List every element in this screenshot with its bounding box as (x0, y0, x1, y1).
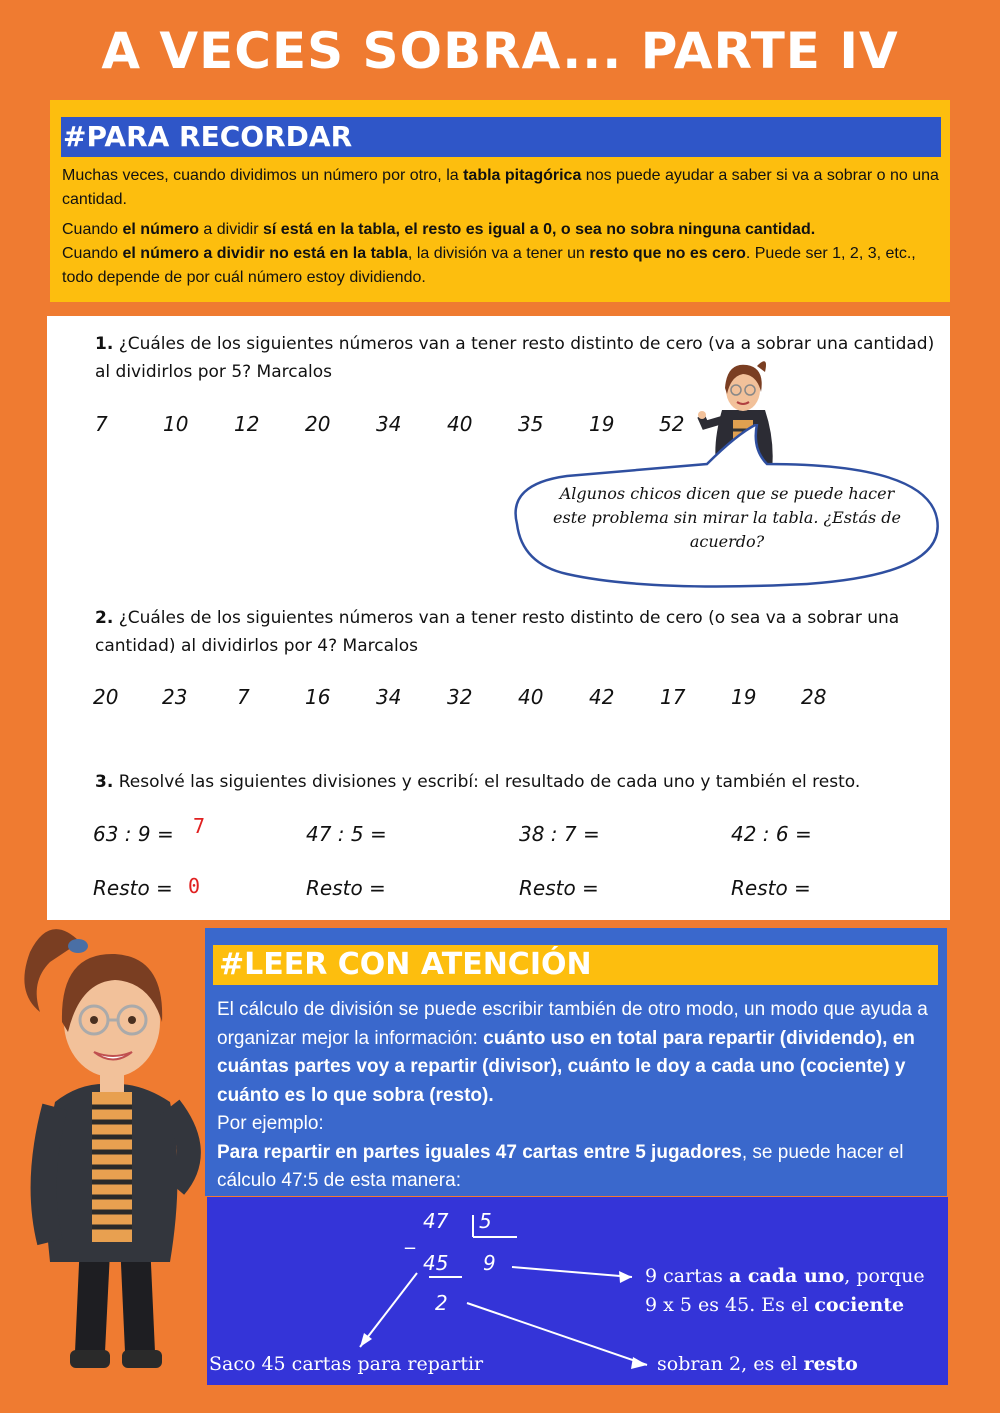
bold-text: resto (803, 1353, 858, 1375)
recordar-paragraph-3 (62, 242, 942, 290)
page-title: A VECES SOBRA... PARTE IV (101, 22, 899, 80)
number-option[interactable]: 35 (518, 412, 544, 436)
bold-text: el número (122, 221, 199, 238)
number-option[interactable]: 42 (589, 685, 615, 709)
division-expression: 63 : 9 = (93, 822, 174, 846)
text: , porque (844, 1265, 925, 1287)
minus-sign: _ (405, 1225, 415, 1249)
text: Por ejemplo: (217, 1113, 324, 1134)
exercise-number: 1. (95, 334, 114, 354)
text: El cálculo de división se puede escribir también de otro modo, un modo que ayuda a organizar mejor la información: (217, 999, 928, 1049)
number-option[interactable]: 10 (163, 412, 189, 436)
text: , la división va a tener un (407, 245, 590, 262)
speech-bubble-text: Algunos chicos dicen que se puede hacer este problema sin mirar la tabla. ¿Estás de acuerdo? (553, 484, 901, 551)
number-option[interactable]: 20 (93, 685, 119, 709)
bold-text: cuánto uso en total para repartir (dividendo), en cuántas partes voy a repartir (divisor), cuánto le doy a cada uno (cociente) y cuánto es lo que sobra (resto). (217, 1027, 915, 1106)
number-option[interactable]: 23 (162, 685, 188, 709)
resto-label: Resto = (519, 876, 599, 900)
text: 9 cartas (645, 1265, 729, 1287)
exercise-number: 2. (95, 608, 114, 628)
bold-text: resto que no es cero (589, 245, 746, 262)
number-option[interactable]: 52 (659, 412, 685, 436)
text: nos puede ayudar a saber si va a sobrar o no una cantidad. (62, 167, 939, 208)
recordar-heading: #PARA RECORDAR (61, 117, 941, 157)
text: ¿Cuáles de los siguientes números van a tener resto distinto de cero (o sea va a sobrar una cantidad) al dividirlos por 4? Marcalos (95, 608, 900, 656)
exercise-2-question (95, 604, 945, 660)
leer-box (205, 928, 947, 1196)
text: sobran 2, es el (657, 1353, 804, 1375)
number-option[interactable]: 40 (518, 685, 544, 709)
division-example-panel (207, 1197, 948, 1385)
number-option[interactable]: 19 (589, 412, 615, 436)
teacher-avatar-large (10, 912, 210, 1382)
number-option[interactable]: 34 (376, 685, 402, 709)
exercise-3-question (95, 768, 945, 796)
division-expression: 38 : 7 = (519, 822, 600, 846)
resto-label: Resto = (731, 876, 811, 900)
cociente-explanation-line1 (645, 1265, 925, 1287)
bold-text: tabla pitagórica (463, 167, 582, 184)
number-option[interactable]: 7 (237, 685, 250, 709)
bold-text: Para repartir en partes iguales 47 cartas entre 5 jugadores (217, 1141, 742, 1163)
answer-rest[interactable]: 0 (188, 874, 201, 898)
bold-text: sí está en la tabla, el resto es igual a 0, o sea no sobra ninguna cantidad. (263, 221, 816, 238)
text: a dividir (198, 221, 263, 238)
bold-text: a cada uno (728, 1265, 845, 1287)
number-option[interactable]: 19 (731, 685, 757, 709)
saco-explanation: Saco 45 cartas para repartir (209, 1353, 484, 1375)
recordar-paragraph-2 (62, 218, 942, 242)
text: Cuando (62, 221, 123, 238)
resto-explanation (657, 1353, 858, 1375)
division-expression: 47 : 5 = (306, 822, 387, 846)
text: , se puede hacer el cálculo 47:5 de esta manera: (217, 1141, 904, 1191)
dividend: 47 (423, 1209, 449, 1233)
leer-heading: #LEER CON ATENCIÓN (213, 945, 938, 985)
resto-label: Resto = (306, 876, 386, 900)
quotient: 9 (483, 1251, 496, 1275)
cociente-explanation-line2 (645, 1294, 904, 1316)
text: 9 x 5 es 45. Es el (645, 1294, 815, 1316)
bold-text: cociente (814, 1294, 905, 1316)
resto-label: Resto = (93, 876, 173, 900)
number-option[interactable]: 20 (305, 412, 331, 436)
remainder: 2 (435, 1291, 448, 1315)
answer-quotient[interactable]: 7 (193, 814, 206, 838)
product: 45 (423, 1251, 449, 1275)
text: Resolvé las siguientes divisiones y escribí: el resultado de cada uno y también el resto. (113, 772, 861, 792)
exercise-1-question (95, 330, 945, 386)
bold-text: el número a dividir no está en la tabla (122, 245, 408, 262)
exercise-number: 3. (95, 772, 114, 792)
leer-text (217, 996, 937, 1196)
text: ¿Cuáles de los siguientes números van a tener resto distinto de cero (va a sobrar una cantidad) al dividirlos por 5? Marcalos (95, 334, 935, 382)
recordar-box (50, 100, 950, 302)
number-option[interactable]: 12 (234, 412, 260, 436)
text: . Puede ser 1, 2, 3, etc., todo depende de por cuál número estoy dividiendo. (62, 245, 916, 286)
division-expression: 42 : 6 = (731, 822, 812, 846)
number-option[interactable]: 7 (95, 412, 108, 436)
number-option[interactable]: 16 (305, 685, 331, 709)
number-option[interactable]: 17 (660, 685, 686, 709)
number-option[interactable]: 32 (447, 685, 473, 709)
exercises-panel (47, 316, 950, 920)
recordar-paragraph-1 (62, 164, 942, 212)
text: Cuando (62, 245, 123, 262)
text: Muchas veces, cuando dividimos un número por otro, la (62, 167, 464, 184)
number-option[interactable]: 40 (447, 412, 473, 436)
number-option[interactable]: 28 (801, 685, 827, 709)
divisor: 5 (479, 1209, 492, 1233)
number-option[interactable]: 34 (376, 412, 402, 436)
